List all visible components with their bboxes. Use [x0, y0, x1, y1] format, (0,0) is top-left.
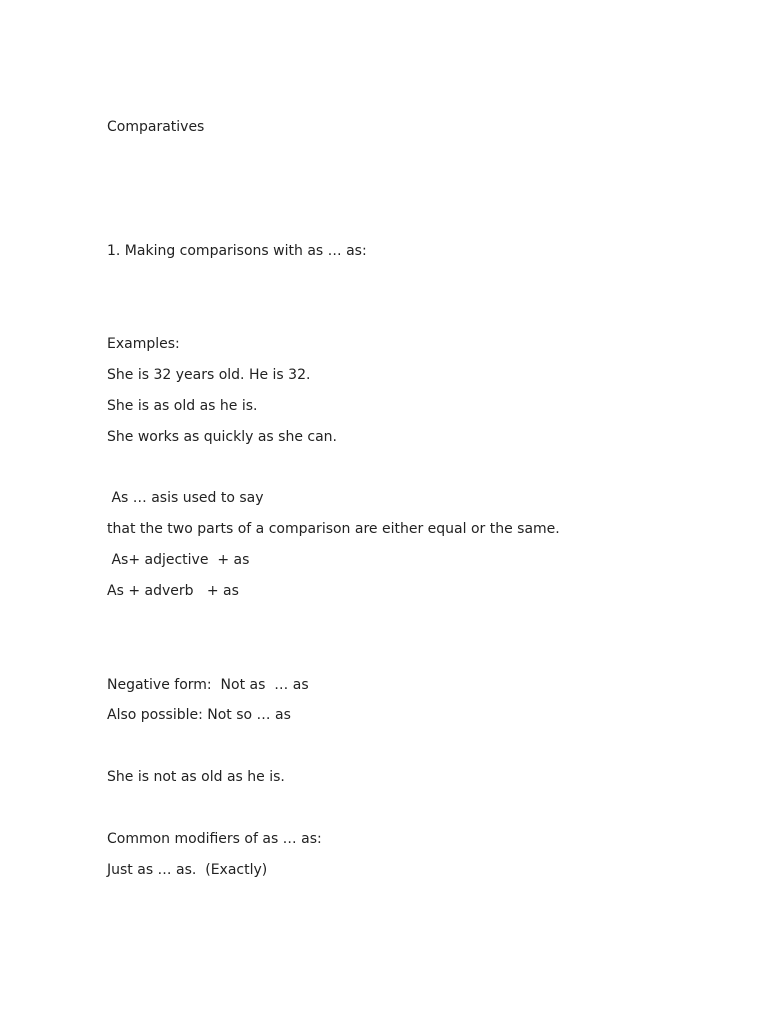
usage-line: that the two parts of a comparison are either equal or the same. — [107, 521, 560, 537]
also-possible: Also possible: Not so … as — [107, 707, 291, 723]
example-line: She is as old as he is. — [107, 398, 258, 414]
section-heading: 1. Making comparisons with as … as: — [107, 243, 367, 259]
example-line: She works as quickly as she can. — [107, 429, 338, 445]
pattern-adverb: As + adverb + as — [107, 583, 239, 599]
example-line: She is 32 years old. He is 32. — [107, 367, 311, 383]
pattern-adjective: As+ adjective + as — [107, 552, 250, 568]
examples-label: Examples: — [107, 336, 180, 352]
usage-line: As … asis used to say — [107, 490, 264, 506]
negative-form: Negative form: Not as … as — [107, 677, 309, 693]
negative-example: She is not as old as he is. — [107, 769, 285, 785]
modifiers-heading: Common modifiers of as … as: — [107, 831, 322, 847]
document-title: Comparatives — [107, 119, 205, 135]
modifier-just: Just as … as. (Exactly) — [107, 862, 268, 878]
